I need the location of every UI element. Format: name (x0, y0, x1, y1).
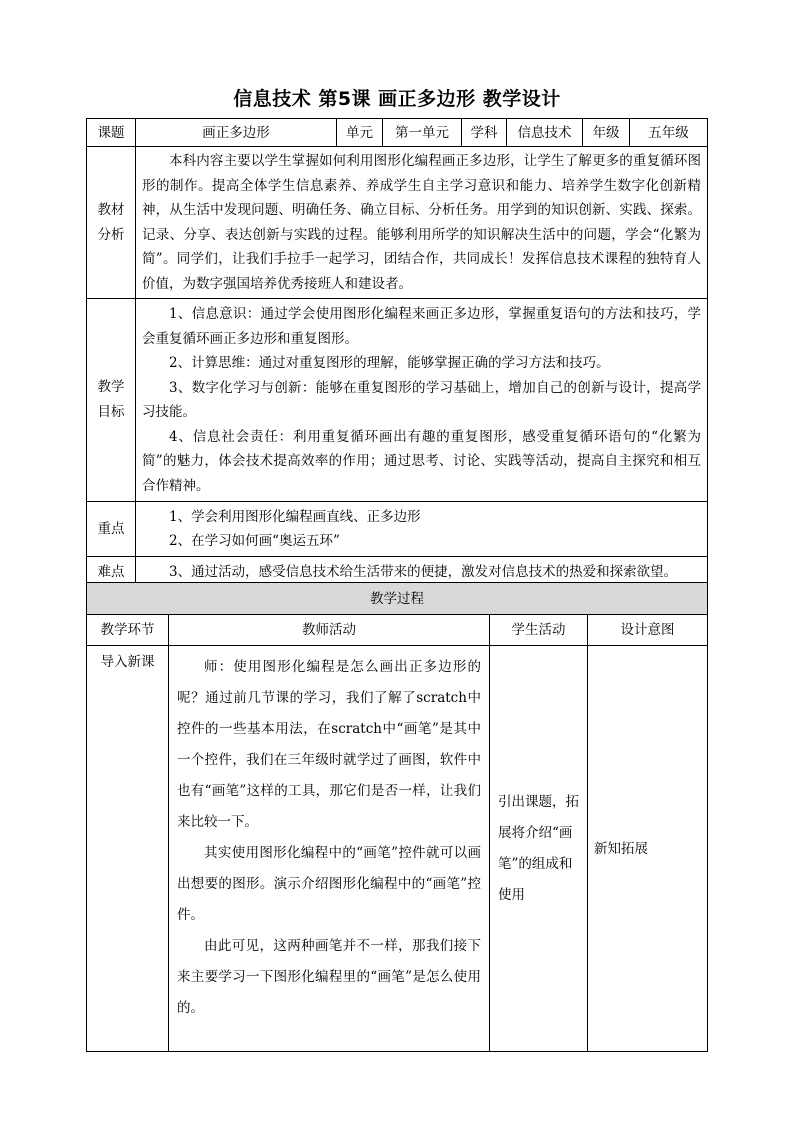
column-header-teacher: 教师活动 (169, 615, 490, 646)
process-row (87, 646, 708, 1052)
grade-value: 五年级 (630, 119, 708, 147)
analysis-label: 教材分析 (87, 147, 136, 299)
key-cell (136, 502, 708, 557)
teacher-activity-cell (169, 646, 490, 1052)
topic-value: 画正多边形 (136, 119, 337, 147)
goal-item: 3、数字化学习与创新：能够在重复图形的学习基础上，增加自己的创新与设计，提高学习技能。 (142, 379, 701, 420)
subject-label: 学科 (462, 119, 507, 147)
analysis-text: 本科内容主要以学生掌握如何利用图形化编程画正多边形，让学生了解更多的重复循环图形的制作。提高全体学生信息素养、养成学生自主学习意识和能力、培养学生数字化创新精神，从生活中发现问题、明确任务、确立目标、分析任务。用学到的知识创新、实践、探索。记录、分享、表达创新与实践的过程。能够利用所学的知识解决生活中的问题，学会“化繁为简”。同学们，让我们手拉手一起学习，团结合作，共同成长！发挥信息技术课程的独特育人价值，为数字强国培养优秀接班人和建设者。 (142, 153, 701, 292)
design-intent-cell: 新知拓展 (588, 646, 708, 1052)
grade-label: 年级 (583, 119, 630, 147)
unit-value: 第一单元 (383, 119, 462, 147)
column-header-student: 学生活动 (490, 615, 588, 646)
document-title: 信息技术 第5课 画正多边形 教学设计 (233, 88, 561, 110)
difficulty-label: 难点 (87, 557, 136, 588)
key-item: 2、在学习如何画“奥运五环” (169, 533, 340, 549)
goals-row (87, 299, 708, 502)
teacher-paragraph: 其实使用图形化编程中的“画笔”控件就可以画出想要的图形。演示介绍图形化编程中的“画笔”控件。 (177, 845, 481, 923)
analysis-cell (136, 147, 708, 299)
difficulty-text: 3、通过活动，感受信息技术给生活带来的便捷，激发对信息技术的热爱和探索欲望。 (169, 564, 678, 580)
student-activity-cell: 引出课题，拓展将介绍“画笔”的组成和使用 (490, 646, 588, 1052)
column-header-intent: 设计意图 (588, 615, 708, 646)
stage-cell: 导入新课 (87, 646, 169, 1052)
info-row (87, 119, 708, 147)
unit-label: 单元 (337, 119, 383, 147)
goals-label: 教学目标 (87, 299, 136, 502)
process-columns-row (87, 615, 708, 646)
column-header-stage: 教学环节 (87, 615, 169, 646)
teacher-paragraph: 师：使用图形化编程是怎么画出正多边形的呢？通过前几节课的学习，我们了解了scratch中控件的一些基本用法，在scratch中“画笔”是其中一个控件，我们在三年级时就学过了画图，软件中也有“画笔”这样的工具，那它们是否一样，让我们来比较一下。 (177, 659, 481, 830)
teacher-paragraph: 由此可见，这两种画笔并不一样，那我们接下来主要学习一下图形化编程里的“画笔”是怎么使用的。 (177, 938, 481, 1016)
analysis-row (87, 147, 708, 299)
key-item: 1、学会利用图形化编程画直线、正多边形 (169, 509, 421, 525)
subject-value: 信息技术 (507, 119, 583, 147)
process-table (86, 582, 708, 1052)
goals-cell (136, 299, 708, 502)
goal-item: 2、计算思维：通过对重复图形的理解，能够掌握正确的学习方法和技巧。 (169, 355, 610, 371)
goal-item: 1、信息意识：通过学会使用图形化编程来画正多边形，掌握重复语句的方法和技巧，学会重复循环画正多边形和重复图形。 (142, 306, 701, 347)
key-row (87, 502, 708, 557)
key-label: 重点 (87, 502, 136, 557)
process-header-row (87, 583, 708, 615)
goal-item: 4、信息社会责任：利用重复循环画出有趣的重复图形，感受重复循环语句的“化繁为简”的魅力，体会技术提高效率的作用；通过思考、讨论、实践等活动，提高自主探究和相互合作精神。 (142, 428, 701, 494)
course-info-table (86, 118, 708, 588)
process-header: 教学过程 (87, 583, 708, 615)
topic-label: 课题 (87, 119, 136, 147)
